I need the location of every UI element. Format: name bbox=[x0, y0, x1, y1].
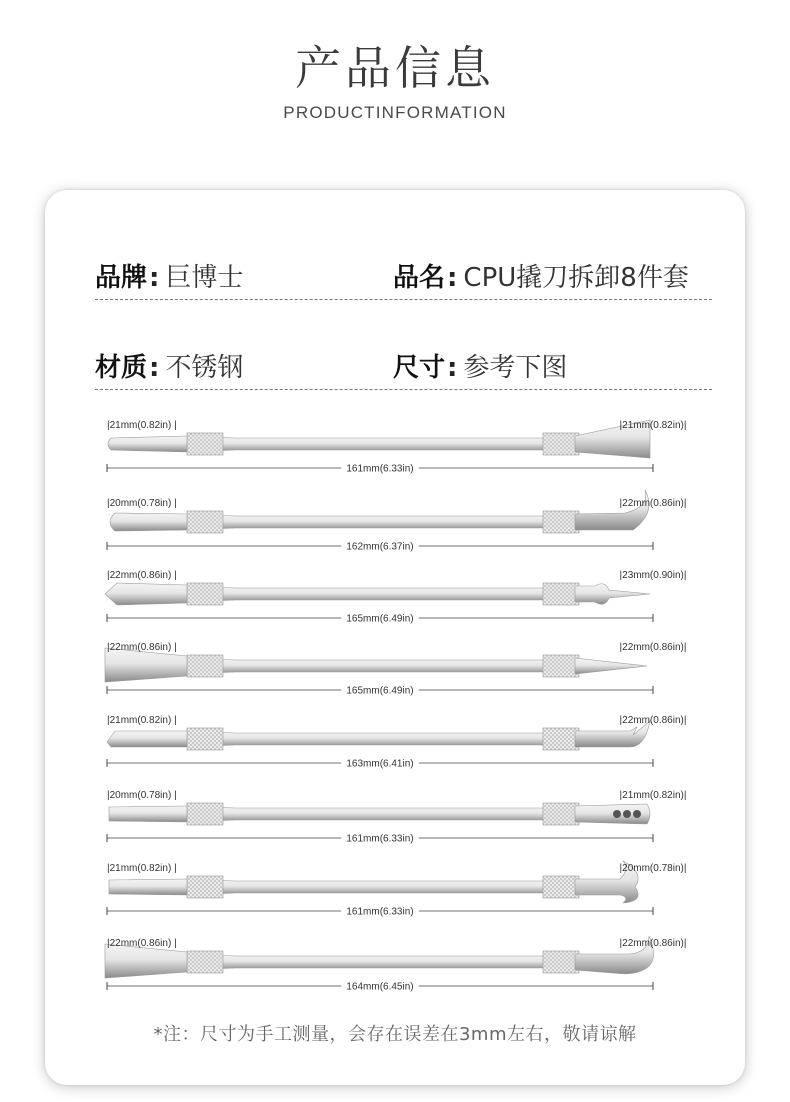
tool-right-dim: |20mm(0.78in)| bbox=[619, 863, 687, 874]
tool-left-dim: |20mm(0.78in) | bbox=[107, 498, 177, 509]
spec-material-label: 材质 bbox=[95, 353, 148, 383]
tool-grip-right bbox=[543, 803, 579, 825]
tool-left-tip bbox=[105, 648, 187, 682]
tool-grip-left bbox=[187, 511, 223, 533]
product-info-card bbox=[45, 190, 745, 1085]
spec-size-colon: : bbox=[447, 353, 458, 383]
tool-right-dim: |22mm(0.86in)| bbox=[619, 938, 687, 949]
tool-left-tip bbox=[107, 731, 187, 747]
tool-item bbox=[105, 853, 725, 933]
spec-material-value: 不锈钢 bbox=[165, 353, 244, 383]
tool-left-tip bbox=[109, 806, 187, 822]
tool-total-label: 161mm(6.33in) bbox=[346, 906, 414, 918]
tool-grip-right bbox=[543, 655, 579, 677]
spec-row-2 bbox=[95, 345, 712, 390]
tool-grip-left bbox=[187, 951, 223, 973]
spec-name-value: CPU撬刀拆卸8件套 bbox=[463, 263, 689, 293]
tool-grip-left bbox=[187, 728, 223, 750]
tool-shaft bbox=[187, 586, 575, 602]
tool-grip-left bbox=[187, 876, 223, 898]
tool-item bbox=[105, 780, 725, 860]
spec-brand-label: 品牌 bbox=[95, 263, 148, 293]
spec-brand bbox=[95, 257, 243, 294]
tool-item bbox=[105, 632, 725, 712]
tool-item bbox=[105, 928, 725, 1008]
tool-item bbox=[105, 705, 725, 785]
tool-right-tip bbox=[575, 490, 649, 530]
tool-hole bbox=[623, 810, 631, 818]
tool-right-dim: |22mm(0.86in)| bbox=[619, 642, 687, 653]
tool-left-tip bbox=[108, 436, 187, 452]
measurement-note: *注：尺寸为手工测量，会存在误差在3mm左右，敬请谅解 bbox=[153, 1024, 637, 1045]
page-subtitle: PRODUCTINFORMATION bbox=[283, 103, 507, 122]
tool-hole bbox=[613, 810, 621, 818]
tool-item bbox=[105, 410, 725, 490]
spec-row-1 bbox=[95, 255, 712, 300]
spec-size-label: 尺寸 bbox=[393, 353, 446, 383]
tool-diagram-list bbox=[105, 410, 725, 1010]
tool-grip-right bbox=[543, 951, 579, 973]
tool-total-label: 161mm(6.33in) bbox=[346, 463, 414, 475]
tool-item bbox=[105, 488, 725, 568]
tool-grip-left bbox=[187, 433, 223, 455]
tool-right-tip bbox=[575, 584, 650, 605]
tool-right-dim: |23mm(0.90in)| bbox=[619, 570, 687, 581]
spec-material-colon: : bbox=[149, 353, 160, 383]
tool-total-label: 163mm(6.41in) bbox=[346, 758, 414, 770]
tool-total-label: 165mm(6.49in) bbox=[346, 613, 414, 625]
tool-grip-right bbox=[543, 728, 579, 750]
spec-material bbox=[95, 347, 243, 384]
tool-hole bbox=[633, 810, 641, 818]
tool-shaft bbox=[187, 658, 575, 674]
tool-grip-right bbox=[543, 433, 579, 455]
tool-grip-right bbox=[543, 583, 579, 605]
tool-total-label: 164mm(6.45in) bbox=[346, 981, 414, 993]
tool-left-tip bbox=[109, 879, 187, 895]
spec-size bbox=[393, 347, 567, 384]
tool-total-label: 161mm(6.33in) bbox=[346, 833, 414, 845]
tool-left-dim: |22mm(0.86in) | bbox=[107, 938, 177, 949]
spec-name bbox=[393, 257, 689, 294]
tool-left-dim: |22mm(0.86in) | bbox=[107, 642, 177, 653]
tool-left-dim: |20mm(0.78in) | bbox=[107, 790, 177, 801]
spec-name-label: 品名 bbox=[393, 263, 446, 293]
tool-shaft bbox=[187, 731, 575, 747]
tool-right-tip bbox=[575, 658, 647, 674]
tool-shaft bbox=[187, 806, 575, 822]
tool-right-dim: |22mm(0.86in)| bbox=[619, 498, 687, 509]
tool-shaft bbox=[187, 879, 575, 895]
tool-right-dim: |21mm(0.82in)| bbox=[619, 420, 687, 431]
tool-left-tip bbox=[105, 583, 187, 605]
tool-left-dim: |21mm(0.82in) | bbox=[107, 420, 177, 431]
spec-name-colon: : bbox=[447, 263, 458, 293]
tool-left-tip bbox=[110, 513, 187, 531]
tool-grip-left bbox=[187, 655, 223, 677]
tool-shaft bbox=[187, 954, 575, 970]
tool-grip-left bbox=[187, 803, 223, 825]
spec-brand-value: 巨博士 bbox=[165, 263, 244, 293]
tool-left-tip bbox=[105, 944, 187, 978]
tool-left-dim: |21mm(0.82in) | bbox=[107, 863, 177, 874]
tool-left-dim: |22mm(0.86in) | bbox=[107, 570, 177, 581]
tool-total-label: 162mm(6.37in) bbox=[346, 541, 414, 553]
tool-right-dim: |22mm(0.86in)| bbox=[619, 715, 687, 726]
tool-shaft bbox=[187, 514, 575, 530]
spec-brand-colon: : bbox=[149, 263, 160, 293]
tool-grip-left bbox=[187, 583, 223, 605]
page-title: 产品信息 bbox=[295, 41, 495, 95]
tool-total-label: 165mm(6.49in) bbox=[346, 685, 414, 697]
tool-shaft bbox=[187, 436, 575, 452]
tool-right-dim: |21mm(0.82in)| bbox=[619, 790, 687, 801]
tool-grip-right bbox=[543, 511, 579, 533]
spec-size-value: 参考下图 bbox=[463, 353, 568, 383]
tool-item bbox=[105, 560, 725, 640]
tool-grip-right bbox=[543, 876, 579, 898]
tool-left-dim: |21mm(0.82in) | bbox=[107, 715, 177, 726]
